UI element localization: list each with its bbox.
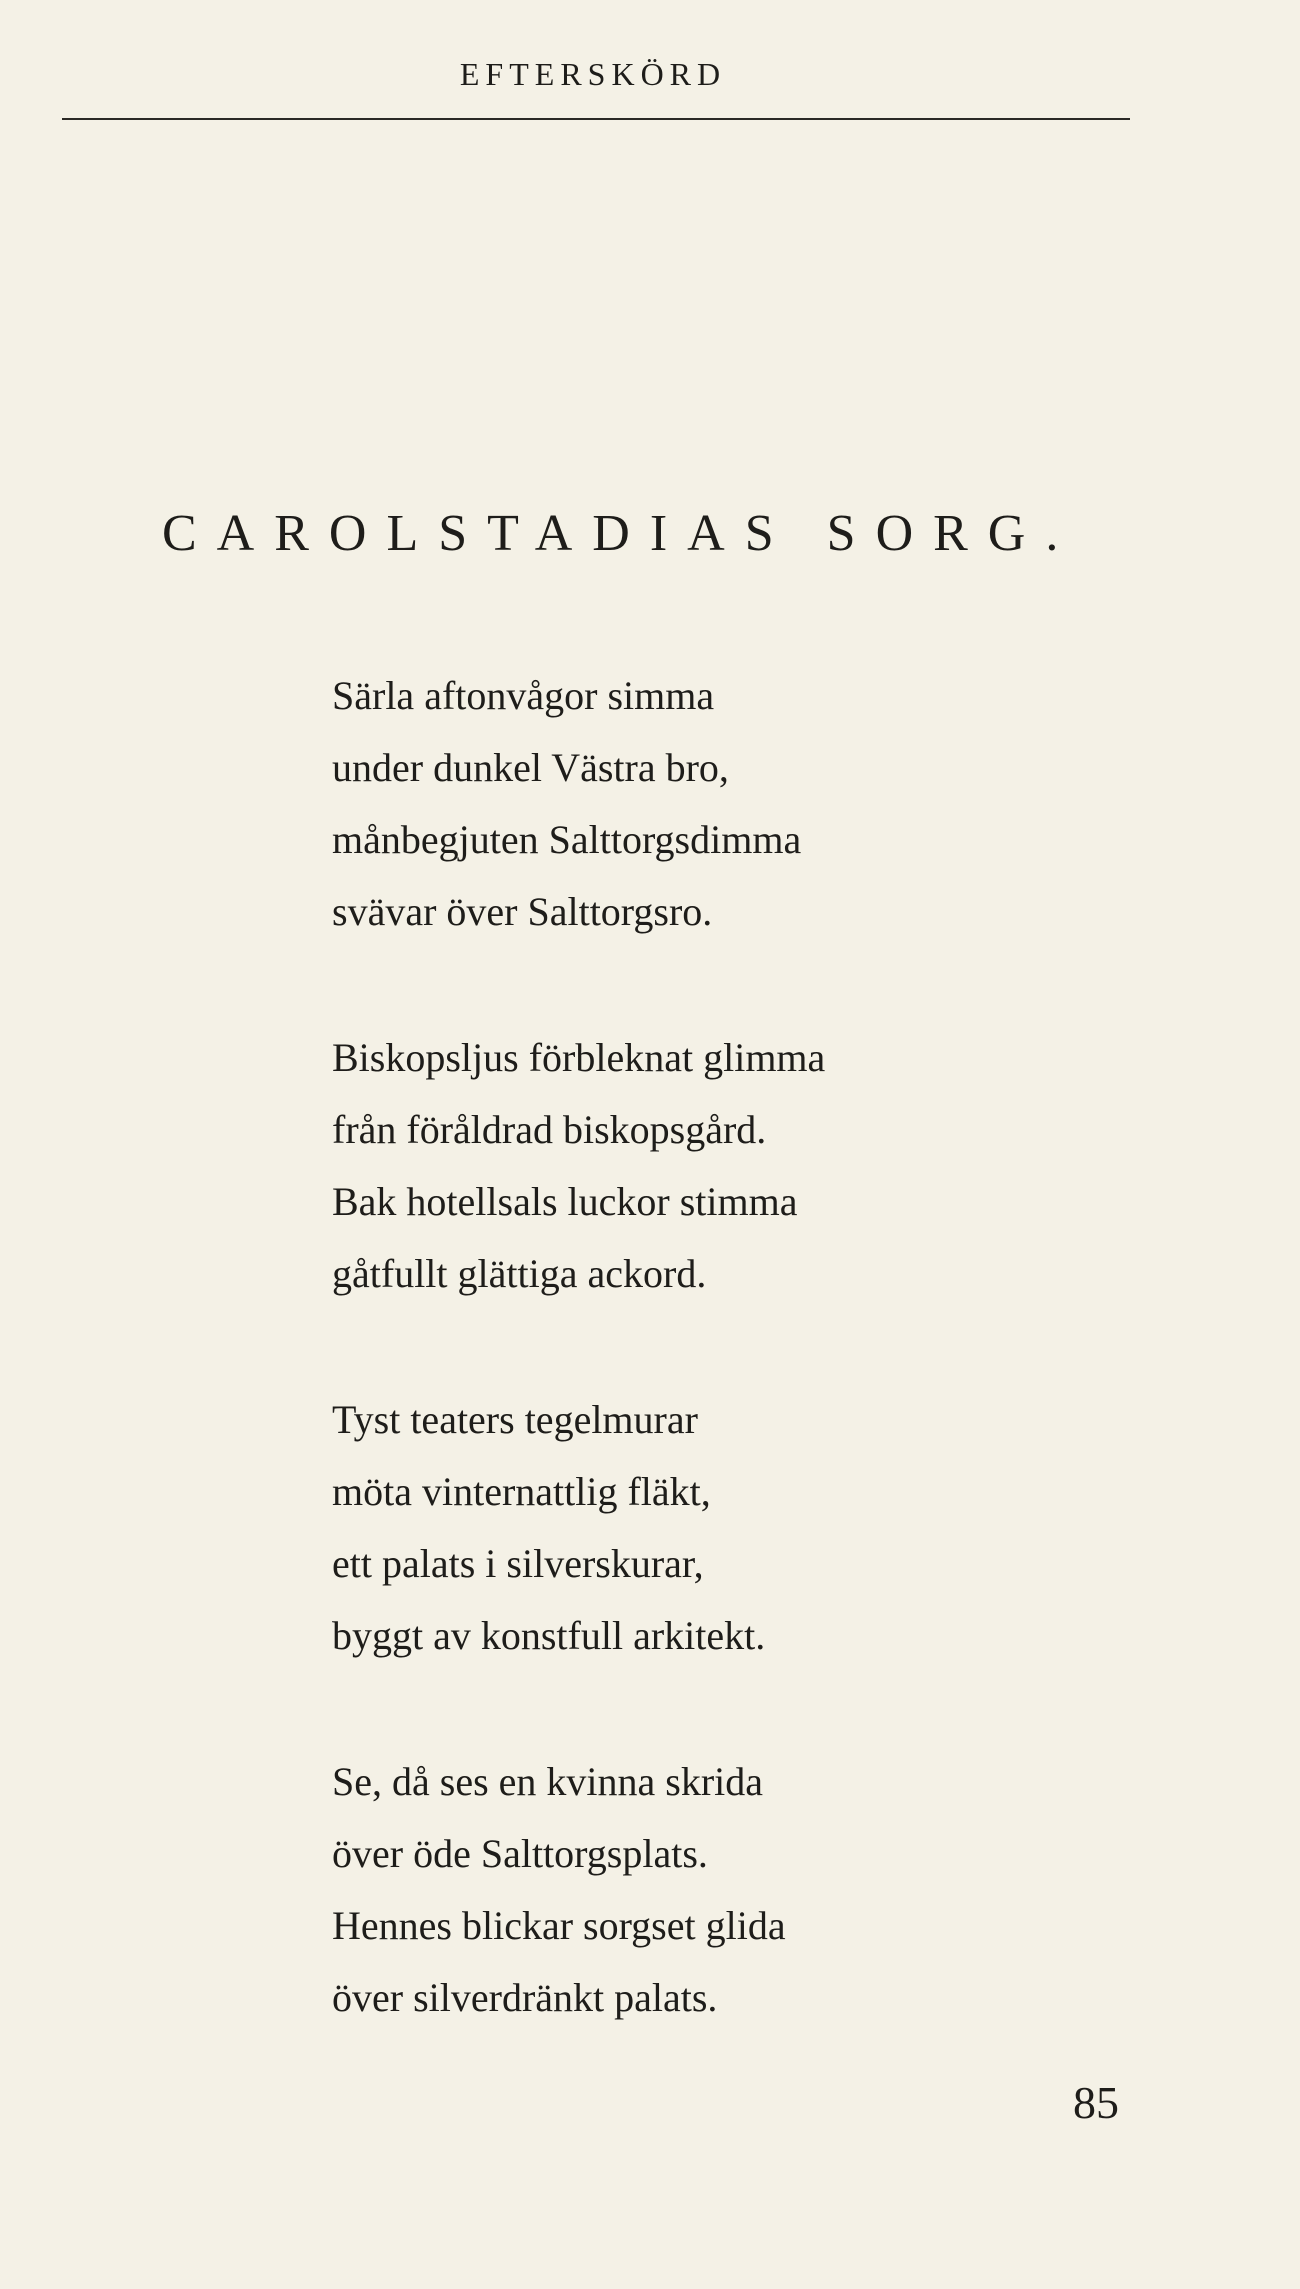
poem-body: [332, 660, 825, 2108]
header-rule: [62, 118, 1130, 120]
poem-title: CAROLSTADIAS SORG.: [162, 505, 1079, 562]
running-head: EFTERSKÖRD: [459, 56, 727, 92]
stanza-2: [332, 1022, 825, 1310]
poem-line: Tyst teaters tegelmurar: [332, 1397, 698, 1442]
poem-line: under dunkel Västra bro,: [332, 745, 729, 790]
poem-line: Särla aftonvågor simma: [332, 673, 715, 718]
stanza-1: [332, 660, 825, 948]
poem-line: Bak hotellsals luckor stimma: [332, 1179, 798, 1224]
poem-line: svävar över Salttorgsro.: [332, 889, 713, 934]
poem-line: möta vinternattlig fläkt,: [332, 1469, 711, 1514]
poem-line: från föråldrad biskopsgård.: [332, 1107, 767, 1152]
poem-line: månbegjuten Salttorgsdimma: [332, 817, 802, 862]
poem-line: ett palats i silverskurar,: [332, 1541, 704, 1586]
poem-line: Se, då ses en kvinna skrida: [332, 1759, 764, 1804]
poem-line: byggt av konstfull arkitekt.: [332, 1613, 766, 1658]
poem-line: Hennes blickar sorgset glida: [332, 1903, 786, 1948]
stanza-4: [332, 1746, 825, 2034]
page-number: 85: [1073, 2077, 1119, 2128]
poem-line: Biskopsljus förbleknat glimma: [332, 1035, 826, 1080]
poem-line: gåtfullt glättiga ackord.: [332, 1251, 707, 1296]
poem-line: över silverdränkt palats.: [332, 1975, 718, 2020]
stanza-3: [332, 1384, 825, 1672]
poem-line: över öde Salttorgsplats.: [332, 1831, 708, 1876]
